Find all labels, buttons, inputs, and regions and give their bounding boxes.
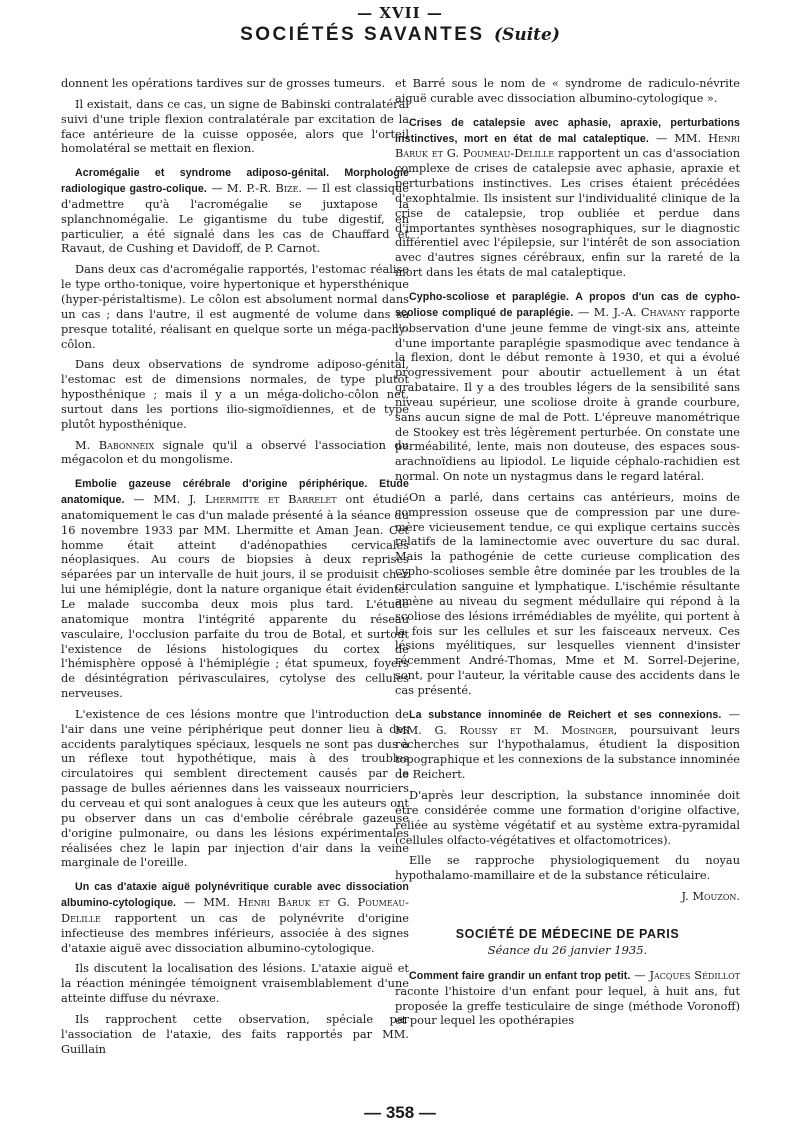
article-ataxie [61,879,409,955]
roman-page-number: — XVII — [357,4,443,22]
article-heading: Crises de catalepsie avec aphasie, apraxie, perturbations instinctives, mort en état de mal cataleptique. [395,116,740,145]
article-author: — Jacques Sédillot [634,967,741,982]
society-title: SOCIÉTÉ DE MÉDECINE DE PARIS [455,926,680,941]
paragraph: Elle se rapproche physiologiquement du noyau hypothalamo-mamillaire et de la substance réticulaire. [395,853,740,883]
page-header [0,4,800,46]
left-column [61,76,409,1062]
article-heading: Comment faire grandir un enfant trop petit. [409,969,631,982]
article-author: — M. P.-R. Bize. [211,181,303,196]
paragraph: Dans deux cas d'acromégalie rapportés, l'estomac réalise le type ortho-tonique, voire hypertonique et hypersthénique (hyper-péristaltisme). Le côlon est absolument normal dans un cas ; dans l'autre, il est augmenté de volume dans sa presque totalité, réalisant en quelque sorte un méga-pachy-côlon. [61,262,409,351]
article-heading: Embolie gazeuse cérébrale d'origine périphérique. Etude anatomique. [61,478,409,507]
article-text: rapportent un cas de polynévrite d'origine infectieuse des membres inférieurs, associée à des signes d'ataxie aiguë avec dissociation albumino-cytologique. [61,910,409,955]
article-author: — M. J.-A. Chavany [577,304,686,319]
article-author: — MM. Henri Baruk et G. Poumeau-Delille [395,130,740,161]
article-catalepsie [395,115,740,280]
article-text: ont étudié anatomiquement le cas d'un malade présenté à la séance du 16 novembre 1933 par MM. Lhermitte et Aman Jean. Cet homme était atteint d'adénopathies cervicales néoplasiques. Au cours de biopsies à deux reprises séparées par un intervalle de huit jours, il se produisit chez lui une hémiplégie, dont la nature organique était évidente. Le malade succomba deux mois plus tard. L'étude anatomique montra l'intégrité apparente du réseau vasculaire, l'occlusion parfaite du trou de Botal, et surtout l'existence de lésions histologiques du cortex de l'hémisphère opposé à l'hémiplégie ; état spumeux, foyers de désintégration périvasculaires, cytolyse des cellules nerveuses. [61,492,409,701]
author-name: M. Babonneix [75,437,155,452]
paragraph: Ils rapprochent cette observation, spéciale par l'association de l'ataxie, des faits rapportés par MM. Guillain [61,1011,409,1056]
article-author: — MM. G. Roussy et M. Mosinger, [395,706,740,737]
section-title-line [0,24,800,46]
page-number: — 358 — [364,1103,436,1122]
article-acromegalie [61,165,409,256]
article-text: rapporte l'observation d'une jeune femme de vingt-six ans, atteinte d'une importante paraplégie spasmodique avec tendance à la flexion, dont le début remonte à 1930, et qui a évolué progressivement pour aboutir actuellement à un état grabataire. Il y a des troubles légers de la sensibilité sans niveau supérieur, une scoliose droite à grande courbure, sans aucun signe de mal de Pott. L'épreuve manométrique de Stookey est très légèrement perturbée. On constate une perméabilité, lente, mais non douteuse, des espaces sous-arachnoïdiens au lipiodol. Le liquide céphalo-rachidien est normal. On note un nystagmus dans le regard latéral. [395,304,740,484]
continued-paragraph: et Barré sous le nom de « syndrome de radiculo-névrite aiguë curable avec dissociation albumino-cytologique ». [395,76,740,105]
paragraph: Il existait, dans ce cas, un signe de Babinski contralatéral suivi d'une triple flexion contralatérale par excitation de la face antérieure de la cuisse opposée, alors que l'orteil homolatéral se mettait en flexion. [61,96,409,156]
paragraph: On a parlé, dans certains cas antérieurs, moins de compression osseuse que de compression par une dure-mère vicieusement tendue, ce qui explique certains succès relatifs de la laminectomie avec ouverture du sac dural. Mais la pathogénie de cette curieuse complication des cypho-scolioses semble être dominée par les troubles de la circulation sanguine et lymphatique. L'ischémie résultante amène au niveau du segment médullaire qui répond à la scoliose des lésions irrémédiables de myélite, qui portent à la fois sur les cellules et sur les faisceaux nerveux. Ces lésions myélitiques, sur lesquelles viennent d'insister récemment André-Thomas, Mme et M. Sorrel-Dejerine, sont, pour l'auteur, la véritable cause des accidents dans le cas présenté. [395,489,740,697]
paragraph: D'après leur description, la substance innominée doit être considérée comme une formation d'origine olfactive, reliée au système végétatif et au système extra-pyramidal (cellules olfacto-végétatives et olfactomotrices). [395,787,740,847]
article-author: — MM. Henri Baruk et G. Poumeau-Delille [61,895,410,925]
right-column [395,76,740,1034]
paragraph: L'existence de ces lésions montre que l'introduction de l'air dans une veine périphérique peut donner lieu à des accidents paralytiques spéciaux, lesquels ne sont pas dus à un réflexe tout hypothétique, mais à des troubles circulatoires qui semblent directement causés par le passage de bulles aériennes dans les vaisseaux nourriciers du cerveau et qui sont analogues à ceux que les auteurs ont pu observer dans un cas d'embolie cérébrale gazeuse d'origine pulmonaire, ou dans les lésions expérimentales réalisées chez le lapin par injection d'air dans la veine marginale de l'oreille. [61,706,409,870]
article-heading: Un cas d'ataxie aiguë polynévritique curable avec dissociation albumino-cytologique. [61,881,409,910]
article-substance-innominee [395,707,740,782]
society-session: Séance du 26 janvier 1935. [487,942,648,957]
article-heading: Acromégalie et syndrome adiposo-génital. Morphologie radiologique gastro-colique. [61,167,409,196]
paragraph-text: signale qu'il a observé l'association du mégacolon et du mongolisme. [61,437,409,467]
article-heading: Cypho-scoliose et paraplégie. A propos d'un cas de cypho-scoliose compliqué de paraplégie. [395,290,740,319]
article-grandir [395,968,740,1028]
article-heading: La substance innominée de Reichert et ses connexions. [409,708,722,721]
article-text: rapportent un cas d'association complexe de crises de catalepsie avec aphasie, apraxie et perturbations instinctives. Les crises étaient précédées d'exophtalmie. Ils insistent sur l'individualité clinique de la crise de catalepsie, trop oubliée et perdue dans d'importantes synthèses nosographiques, sur le diagnostic différentiel avec l'épilepsie, sur l'intérêt de son association avec d'autres signes cérébraux, enfin sur la rareté de la mort dans les états de mal cataleptique. [395,146,741,280]
continued-paragraph: donnent les opérations tardives sur de grosses tumeurs. [61,76,386,90]
article-cypho-scoliose [395,289,740,484]
section-title: SOCIÉTÉS SAVANTES [240,24,485,45]
society-heading [395,926,740,958]
paragraph: Ils discutent la localisation des lésions. L'ataxie aiguë et la réaction méningée témoignent vraisemblablement d'une atteinte diffuse du névraxe. [61,961,409,1006]
article-text: poursuivant leurs recherches sur l'hypothalamus, étudient la disposition topographique et les connexions de la substance innominée de Reichert. [395,722,740,782]
paragraph: Dans deux observations de syndrome adiposo-génital, l'estomac est de dimensions normales, de type plutôt hyposthénique ; mais il y a un méga-dolicho-côlon net, surtout dans les portions ilio-sigmoïdiennes, et de type plutôt hyposthénique. [61,357,409,431]
signature: J. Mouzon. [681,889,740,904]
article-text: — Il est classique d'admettre qu'à l'acromégalie se juxtapose la splanchnomégalie. Le gigantisme du tube digestif, en particulier, a été signalé dans les cas de Chauffard et Ravaut, de Cushing et Davidoff, de P. Carnot. [61,181,409,256]
article-embolie [61,476,409,701]
paragraph [61,438,409,468]
article-author: — MM. J. Lhermitte et Barrelet [133,492,337,507]
section-title-suite: (Suite) [494,25,560,45]
article-text: raconte l'histoire d'un enfant pour lequel, à huit ans, fut proposée la greffe testiculaire de singe (méthode Voronoff) et pour lequel les opothérapies [395,983,740,1028]
